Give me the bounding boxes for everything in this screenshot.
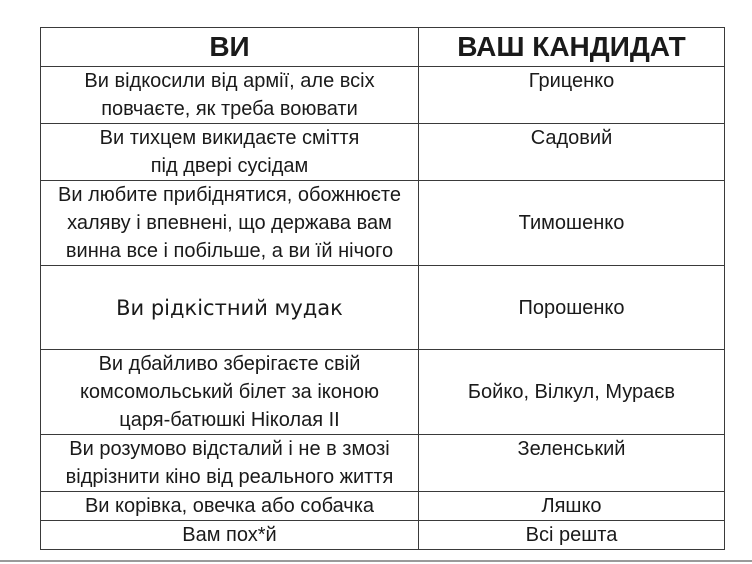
table-row: [41, 124, 725, 181]
table-row: [41, 492, 725, 521]
table-row: [41, 67, 725, 124]
description-line: Ви відкосили від армії, але всіх: [84, 70, 375, 92]
row-candidate: Гриценко: [419, 67, 725, 124]
description-line: винна все і побільше, а ви їй нічого: [65, 240, 394, 262]
description-line: під двері сусідам: [150, 155, 309, 177]
table-row: [41, 435, 725, 492]
row-candidate: Бойко, Вілкул, Мураєв: [419, 350, 725, 435]
table-row: [41, 350, 725, 435]
row-description: [41, 124, 419, 181]
description-line: повчаєте, як треба воювати: [101, 98, 358, 120]
description-line: Ви корівка, овечка або собачка: [84, 495, 375, 517]
row-description: [41, 266, 419, 350]
description-line: Ви рідкістний мудак: [116, 295, 343, 320]
description-line: Ви дбайливо зберігаєте свій: [98, 353, 361, 375]
row-candidate: Порошенко: [419, 266, 725, 350]
table-row: [41, 521, 725, 550]
row-description: [41, 181, 419, 266]
row-description: [41, 67, 419, 124]
description-line: Вам пох*й: [182, 524, 277, 546]
row-description: [41, 435, 419, 492]
row-candidate: Тимошенко: [419, 181, 725, 266]
table-row: [41, 266, 725, 350]
header-candidate: ВАШ КАНДИДАТ: [419, 28, 725, 67]
description-line: царя-батюшкі Ніколая ІІ: [119, 409, 340, 431]
candidate-match-table: [40, 27, 725, 550]
row-candidate: Садовий: [419, 124, 725, 181]
description-line: Ви розумово відсталий і не в змозі: [69, 438, 390, 460]
row-candidate: Всі решта: [419, 521, 725, 550]
description-line: комсомольський білет за іконою: [79, 381, 380, 403]
row-candidate: Ляшко: [419, 492, 725, 521]
description-line: відрізнити кіно від реального життя: [65, 466, 394, 488]
row-description: [41, 492, 419, 521]
table-row: [41, 181, 725, 266]
row-description: [41, 521, 419, 550]
description-line: Ви тихцем викидаєте сміття: [99, 127, 360, 149]
description-line: халяву і впевнені, що держава вам: [67, 212, 392, 234]
row-candidate: Зеленський: [419, 435, 725, 492]
description-line: Ви любите прибіднятися, обожнюєте: [58, 184, 401, 206]
bottom-divider: [0, 560, 752, 562]
table-header-row: [41, 28, 725, 67]
row-description: [41, 350, 419, 435]
header-you: ВИ: [41, 28, 419, 67]
